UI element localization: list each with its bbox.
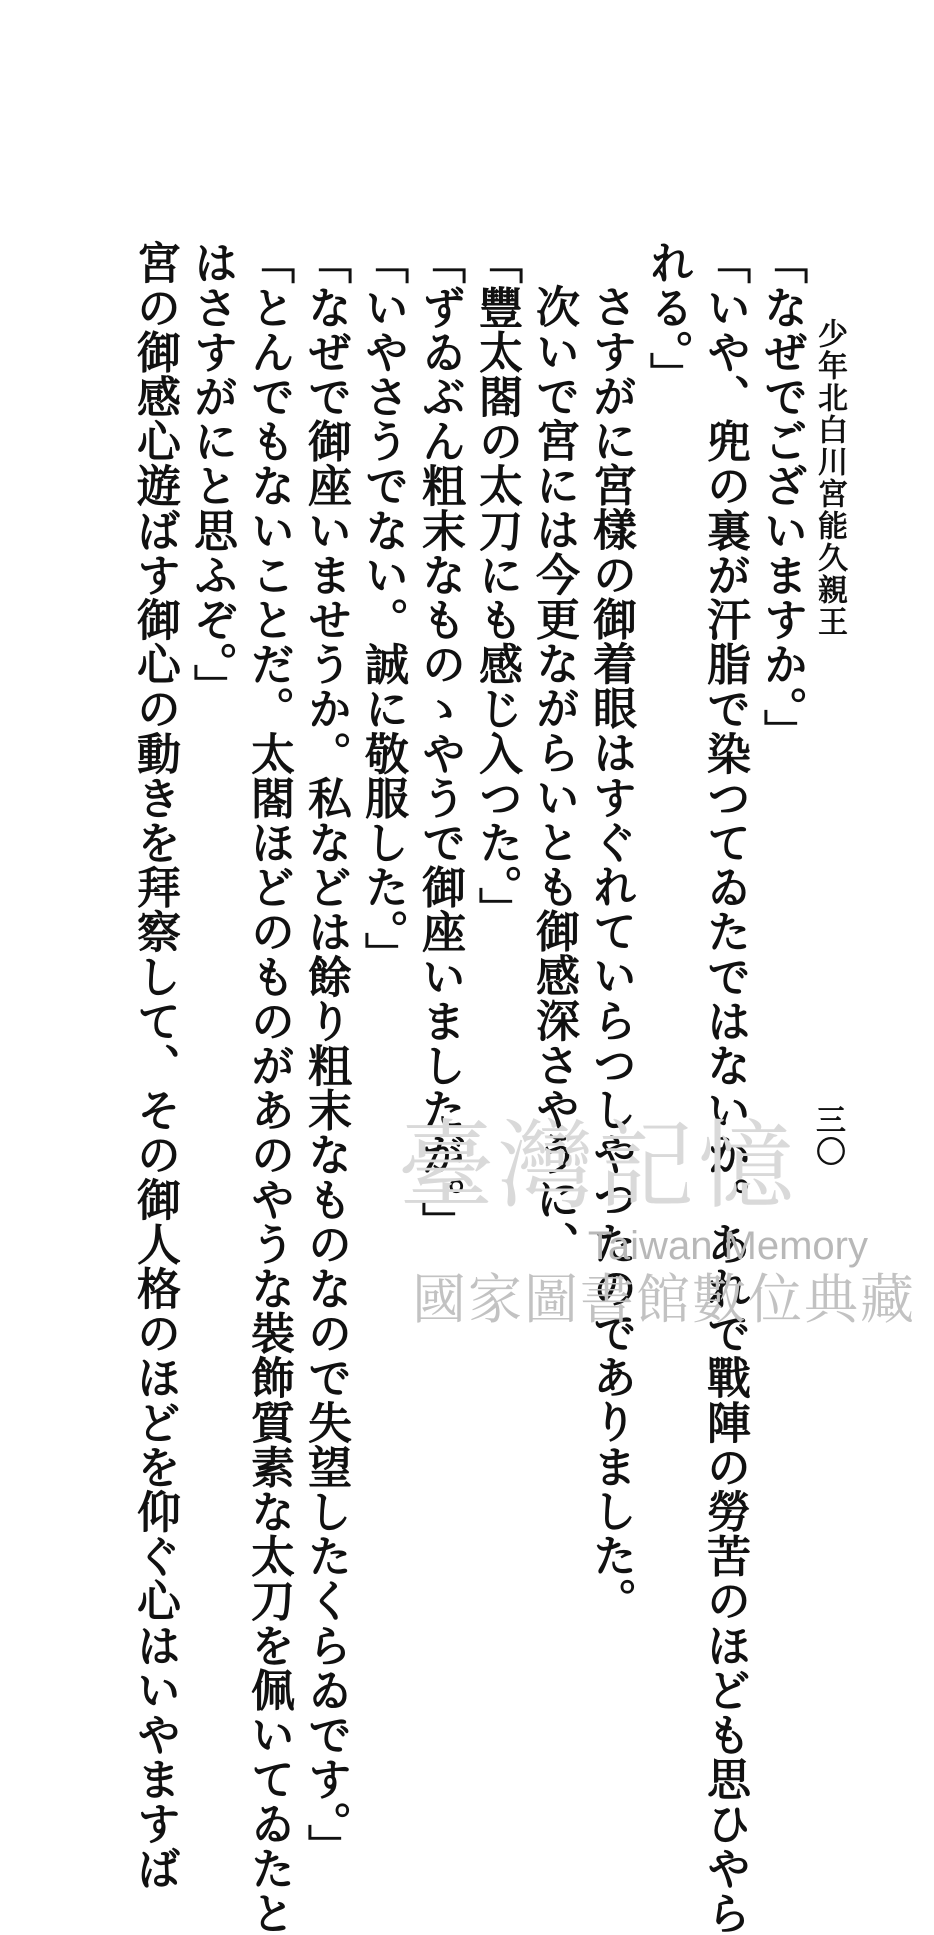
text-line: 「ずゐぶん粗末なものゝやうで御座いましたが。」 bbox=[414, 240, 465, 1244]
watermark bbox=[398, 1110, 916, 1348]
text-line: はさすがにと思ふぞ。」 bbox=[186, 240, 237, 709]
text-line: 次いで宮には今更ながらいとも御感深さやうに、 bbox=[528, 284, 579, 1266]
text-line: 宮の御感心遊ばす御心の動きを拜察して、その御人格のほどを仰ぐ心はいやますば bbox=[129, 240, 180, 1891]
text-line: さすがに宮樣の御着眼はすぐれていらつしやつたのでありました。 bbox=[585, 284, 636, 1622]
page-number: 三〇 bbox=[810, 1104, 845, 1168]
watermark-calligraphy: 臺灣記憶 bbox=[398, 1110, 798, 1222]
text-line: 「なぜでございますか。」 bbox=[756, 240, 807, 754]
text-line: 「いやさうでない。誠に敬服した。」 bbox=[357, 240, 408, 977]
watermark-chinese: 國家圖書館數位典藏 bbox=[412, 1268, 916, 1331]
watermark-english: Taiwan Memory bbox=[587, 1224, 868, 1268]
text-line: 「なぜで御座いませうか。私などは餘り粗末なものなので失望したくらゐです。」 bbox=[300, 240, 351, 1869]
text-line: 「いや、兜の裏が汗脂で染つてゐたではないか。あれで戰陣の勞苦のほども思ひやら bbox=[699, 240, 750, 1935]
running-title: 少年北白川宮能久親王 bbox=[812, 318, 847, 638]
text-line: 「豐太閤の太刀にも感じ入つた。」 bbox=[471, 240, 522, 932]
text-line: れる。」 bbox=[642, 240, 693, 397]
text-line: 「とんでもないことだ。太閤ほどのものがあのやうな裝飾質素な太刀を佩いてゐたと bbox=[243, 240, 294, 1935]
